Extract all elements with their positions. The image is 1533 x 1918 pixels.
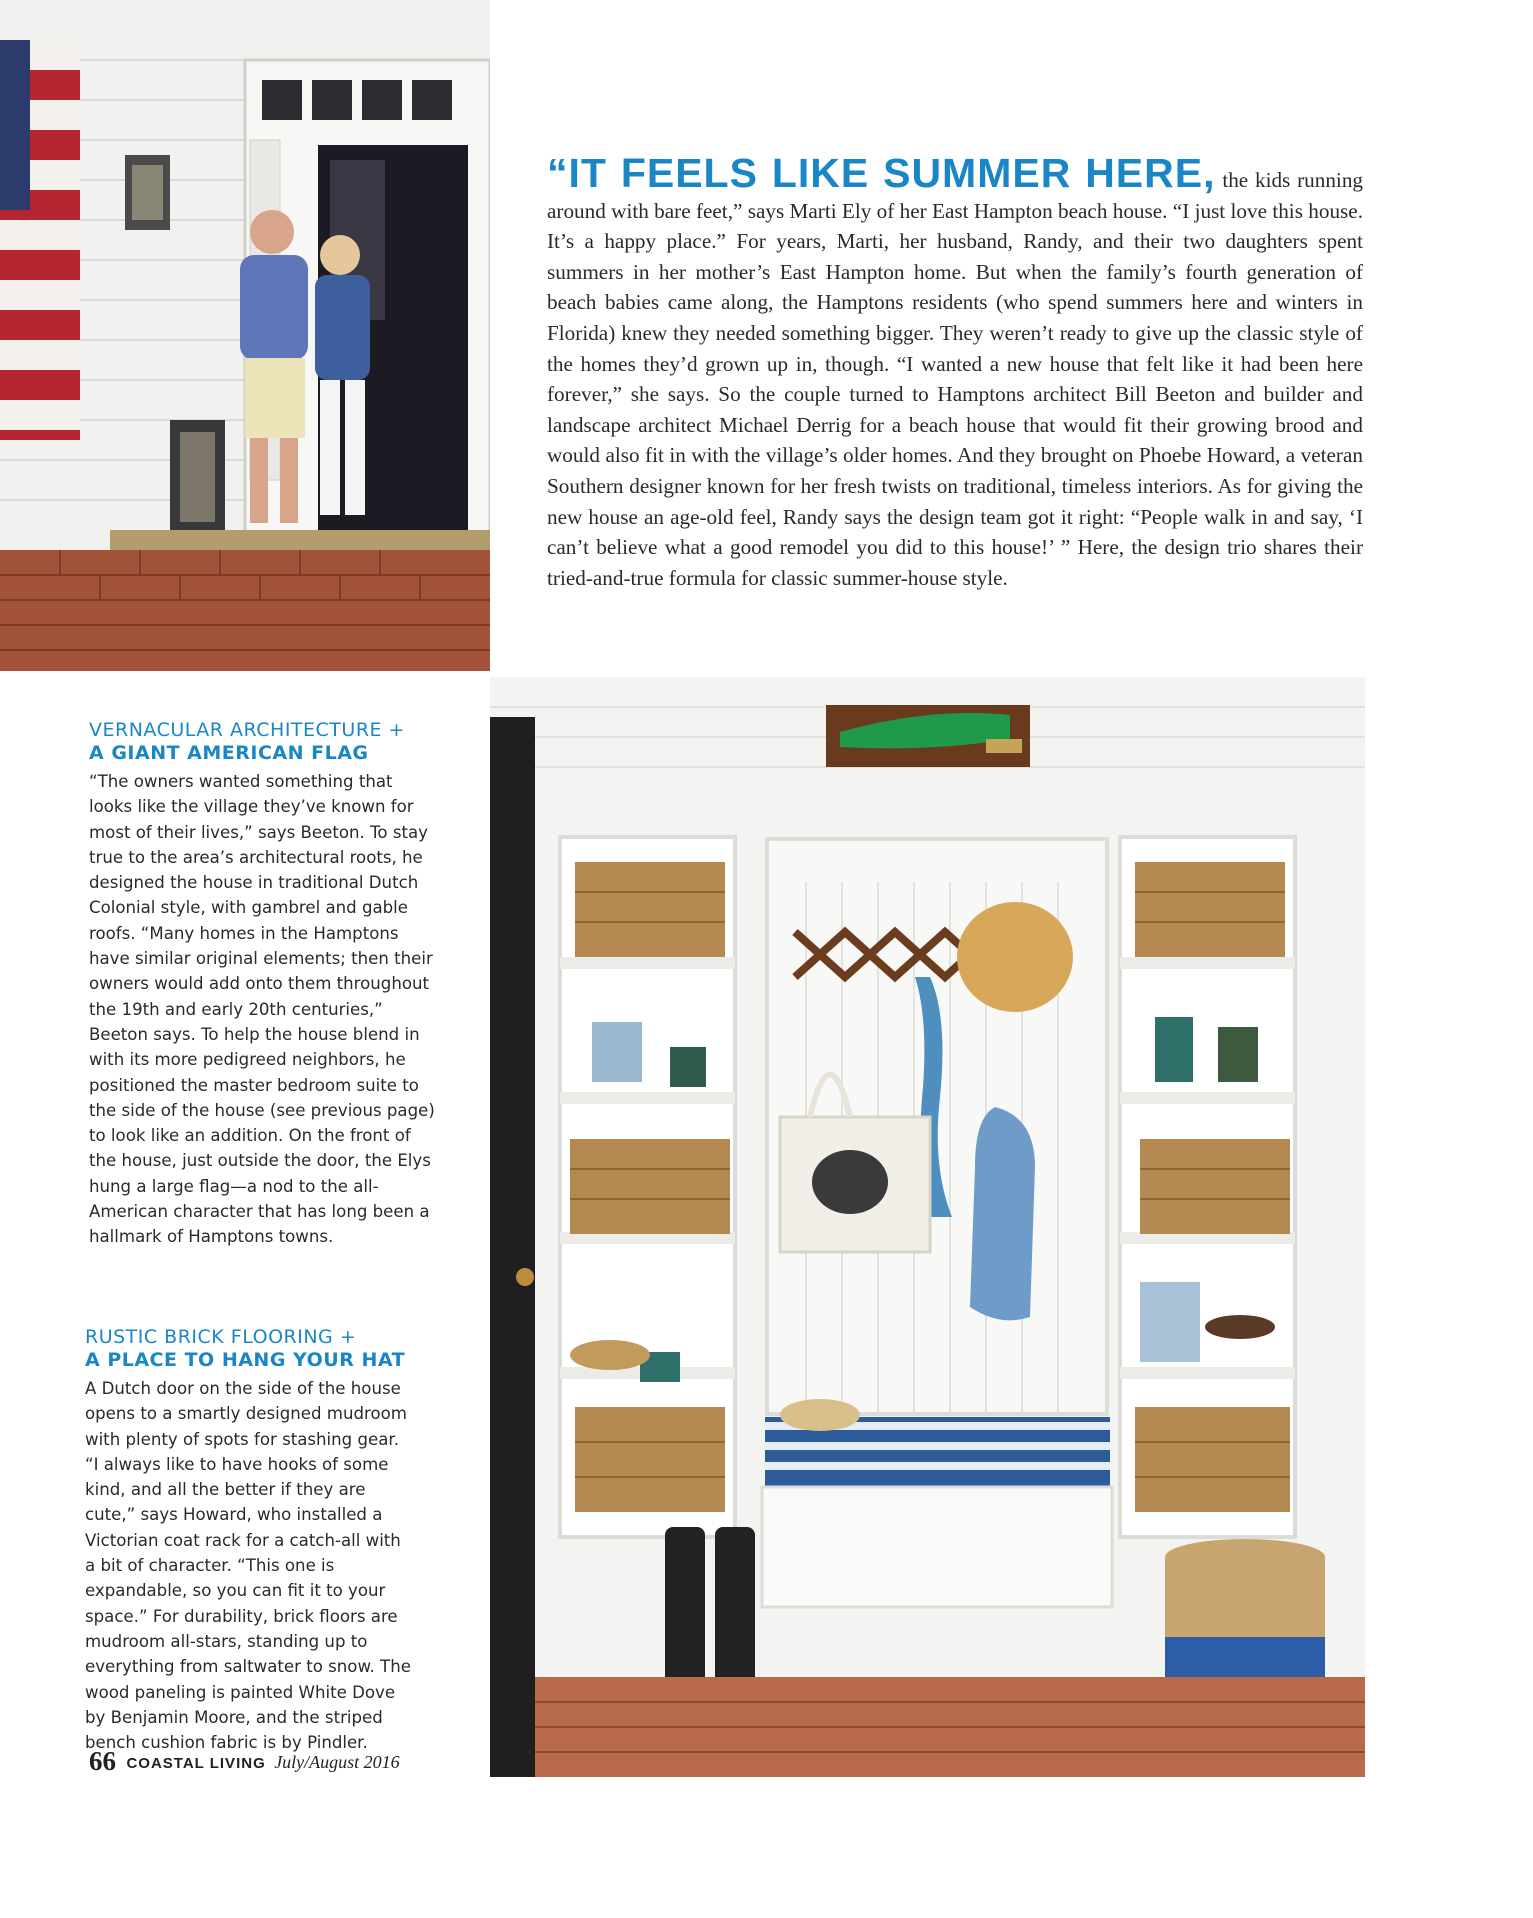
sidebar-body: A Dutch door on the side of the house opens to a smartly designed mudroom with plenty of spots for stashing gear. “I always like to have hooks of some kind, and all the better if they are cute,” says Howard, who installed a Victorian coat rack for a catch-all with a bit of character. “This one is expandable, so you can fit it to your space.” For durability, brick floors are mudroom all-stars, standing up to everything from saltwater to snow. The wood paneling is painted White Dove by Benjamin Moore, and the striped bench cushion fabric is by Pindler. [85, 1379, 411, 1753]
wicker-basket [570, 1139, 730, 1234]
page-footer [89, 1746, 400, 1777]
denim-jacket [970, 1107, 1035, 1320]
sidebar-heading-line1: RUSTIC BRICK FLOORING + [85, 1326, 357, 1348]
sidebar-heading-line2: A GIANT AMERICAN FLAG [89, 742, 369, 764]
sidebar-vernacular-architecture [89, 719, 439, 1250]
wicker-basket [575, 862, 725, 957]
wicker-basket [1135, 1407, 1290, 1512]
panama-hat [780, 1399, 860, 1431]
page-number: 66 [89, 1746, 116, 1776]
mudroom-photo [490, 677, 1365, 1777]
sidebar-heading-line1: VERNACULAR ARCHITECTURE + [89, 719, 405, 741]
dutch-door [490, 717, 535, 1777]
porch-photo-illustration [0, 0, 490, 671]
sidebar-heading [85, 1326, 415, 1372]
sidebar-heading-line2: A PLACE TO HANG YOUR HAT [85, 1349, 406, 1371]
sidebar-heading [89, 719, 439, 765]
issue-date: July/August 2016 [274, 1752, 400, 1772]
intro-lead: “IT FEELS LIKE SUMMER HERE, [547, 150, 1216, 196]
sidebar-body: “The owners wanted something that looks like the village they’ve known for most of their lives,” says Beeton. To stay true to the area’s architectural roots, he designed the house in traditional Dutch Colonial style, with gambrel and gable roofs. “Many homes in the Hamptons have similar original elements; then their owners would add onto them throughout the 19th and early 20th centuries,” Beeton says. To help the house blend in with its more pedigreed neighbors, he positioned the master bedroom suite to the side of the house (see previous page) to look like an addition. On the front of the house, just outside the door, the Elys hung a large flag—a nod to the all-American character that has long been a hallmark of Hamptons towns. [89, 772, 435, 1247]
mudroom-photo-illustration [490, 677, 1365, 1777]
porch-photo [0, 0, 490, 671]
wicker-basket [1140, 1139, 1290, 1234]
intro-paragraph [547, 150, 1364, 593]
sidebar-rustic-brick-flooring [85, 1326, 415, 1755]
american-flag-icon [0, 40, 80, 440]
straw-hat [957, 902, 1073, 1012]
wicker-basket [1135, 862, 1285, 957]
pitcher [592, 1022, 642, 1082]
wicker-basket [575, 1407, 725, 1512]
intro-body: the kids running around with bare feet,” says Marti Ely of her East Hampton beach house. “I just love this house. It’s a happy place.” For years, Marti, her husband, Randy, and their two daughters spent summers in her mother’s East Hampton home. But when the family’s fourth generation of beach babies came along, the Hamptons residents (who spend summers here and winters in Florida) knew they needed something bigger. They weren’t ready to give up the classic style of the homes they’d grown up in, though. “I wanted a new house that felt like it had been here forever,” she says. So the couple turned to Hamptons architect Bill Beeton and builder and landscape architect Michael Derrig for a beach house that would fit their growing brood and would also fit in with the village’s older homes. And they brought on Phoebe Howard, a veteran Southern designer known for her fresh twists on traditional, timeless interiors. As for giving the new house an age-old feel, Randy says the design team got it right: “People walk in and say, ‘I can’t believe what a good remodel you did to this house!’ ” Here, the design trio shares their tried-and-true formula for classic summer-house style. [547, 168, 1364, 590]
magazine-name: COASTAL LIVING [126, 1755, 266, 1772]
